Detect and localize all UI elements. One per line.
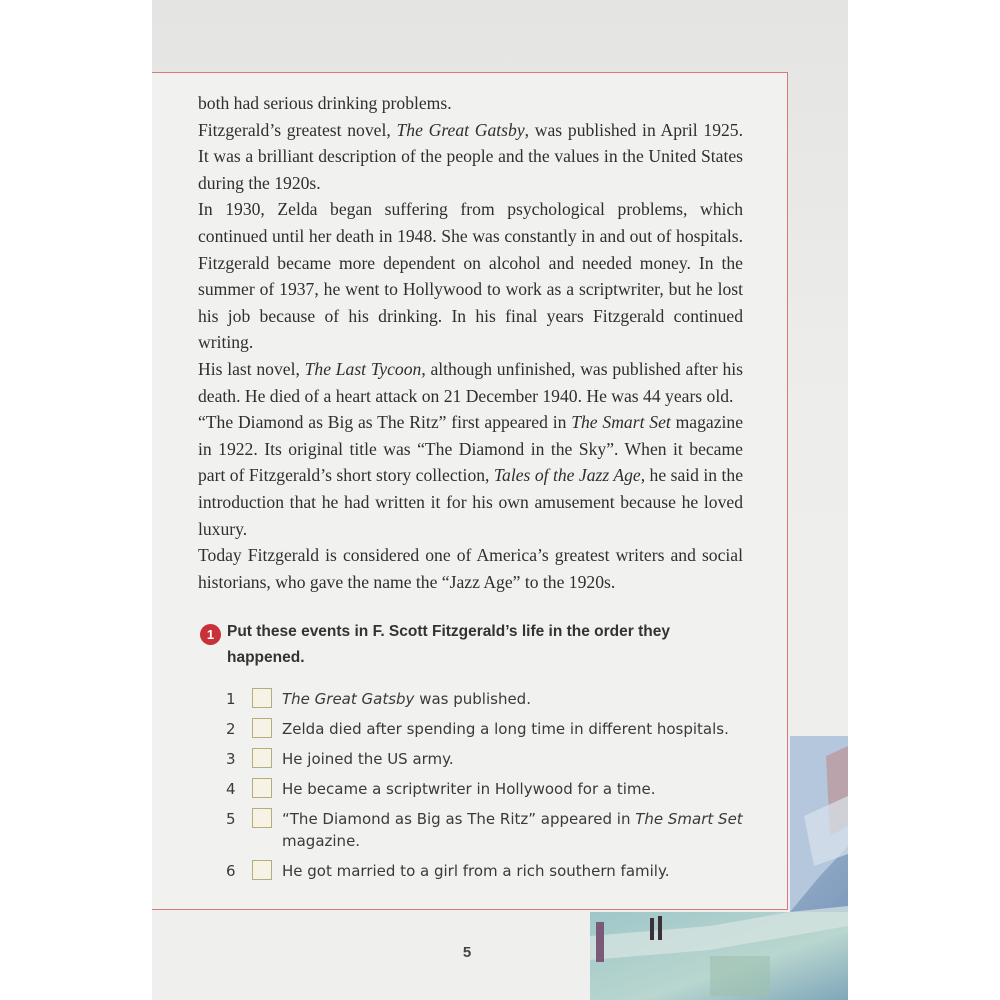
answer-checkbox[interactable] [252, 808, 272, 828]
background-right [848, 0, 1000, 1000]
italic-title: The Great Gatsby [282, 690, 415, 708]
text-run: magazine in 1922. Its original title was “The Diamond in the Sky”. When it became part of Fitzgerald’s short story collection, [198, 412, 744, 486]
painting-graphic [590, 736, 848, 1000]
exercise-number-badge: 1 [200, 624, 221, 645]
paragraph [198, 90, 743, 117]
reading-passage [198, 90, 743, 595]
text-run: Today Fitzgerald is considered one of America’s greatest writers and social historians, who gave the name the “Jazz Age” to the 1920s. [198, 545, 743, 592]
text-run: Fitzgerald’s greatest novel, [198, 119, 397, 140]
event-number: 6 [226, 862, 236, 880]
paragraph [198, 196, 743, 356]
text-run: In 1930, Zelda began suffering from psychological problems, which continued until her death in 1948. She was constantly in and out of hospitals. Fitzgerald became more dependent on alcohol and needed money. In the summer of 1937, he went to Hollywood to work as a scriptwriter, but he lost his job because of his drinking. In his final years Fitzgerald continued writing. [198, 199, 743, 353]
text-run: “The Diamond as Big as The Ritz” first appeared in [198, 412, 572, 433]
event-number: 2 [226, 720, 236, 738]
illustration [590, 736, 848, 1000]
text-run: He became a scriptwriter in Hollywood for a time. [282, 780, 656, 798]
text-run: , was published in April 1925. It was a brilliant description of the people and the values in the United States during the 1920s. [198, 119, 743, 193]
answer-checkbox[interactable] [252, 748, 272, 768]
paragraph [198, 117, 743, 197]
event-text [282, 686, 746, 710]
text-run: , although unfinished, was published after his death. He died of a heart attack on 21 December 1940. He was 44 years old. [198, 358, 743, 406]
italic-title: The Smart Set [571, 412, 671, 433]
text-run: He got married to a girl from a rich southern family. [282, 862, 670, 880]
exercise-instruction: Put these events in F. Scott Fitzgerald’s life in the order they happened. [227, 623, 670, 666]
paragraph [198, 356, 743, 409]
italic-title: The Great Gatsby [396, 119, 525, 140]
event-number: 5 [226, 810, 236, 828]
italic-title: Tales of the Jazz Age [493, 465, 641, 486]
text-run: “The Diamond as Big as The Ritz” appeared in [282, 810, 636, 828]
italic-title: The Last Tycoon [304, 358, 422, 379]
event-item [226, 686, 746, 710]
text-run: was published. [414, 690, 531, 708]
answer-checkbox[interactable] [252, 718, 272, 738]
event-number: 4 [226, 780, 236, 798]
text-run: His last novel, [198, 358, 305, 379]
event-number: 3 [226, 750, 236, 768]
event-number: 1 [226, 690, 236, 708]
page-number: 5 [462, 944, 472, 961]
text-run: magazine. [282, 832, 361, 850]
background-left [0, 0, 152, 1000]
text-run: Zelda died after spending a long time in different hospitals. [282, 720, 729, 738]
text-run: He joined the US army. [282, 750, 454, 768]
exercise-question [200, 619, 745, 671]
paragraph [198, 542, 743, 595]
paragraph [198, 409, 743, 542]
answer-checkbox[interactable] [252, 860, 272, 880]
text-run: , he said in the introduction that he had written it for his own amusement because he loved luxury. [198, 465, 744, 539]
answer-checkbox[interactable] [252, 778, 272, 798]
text-run: both had serious drinking problems. [198, 93, 452, 113]
italic-title: The Smart Set [635, 810, 743, 828]
answer-checkbox[interactable] [252, 688, 272, 708]
